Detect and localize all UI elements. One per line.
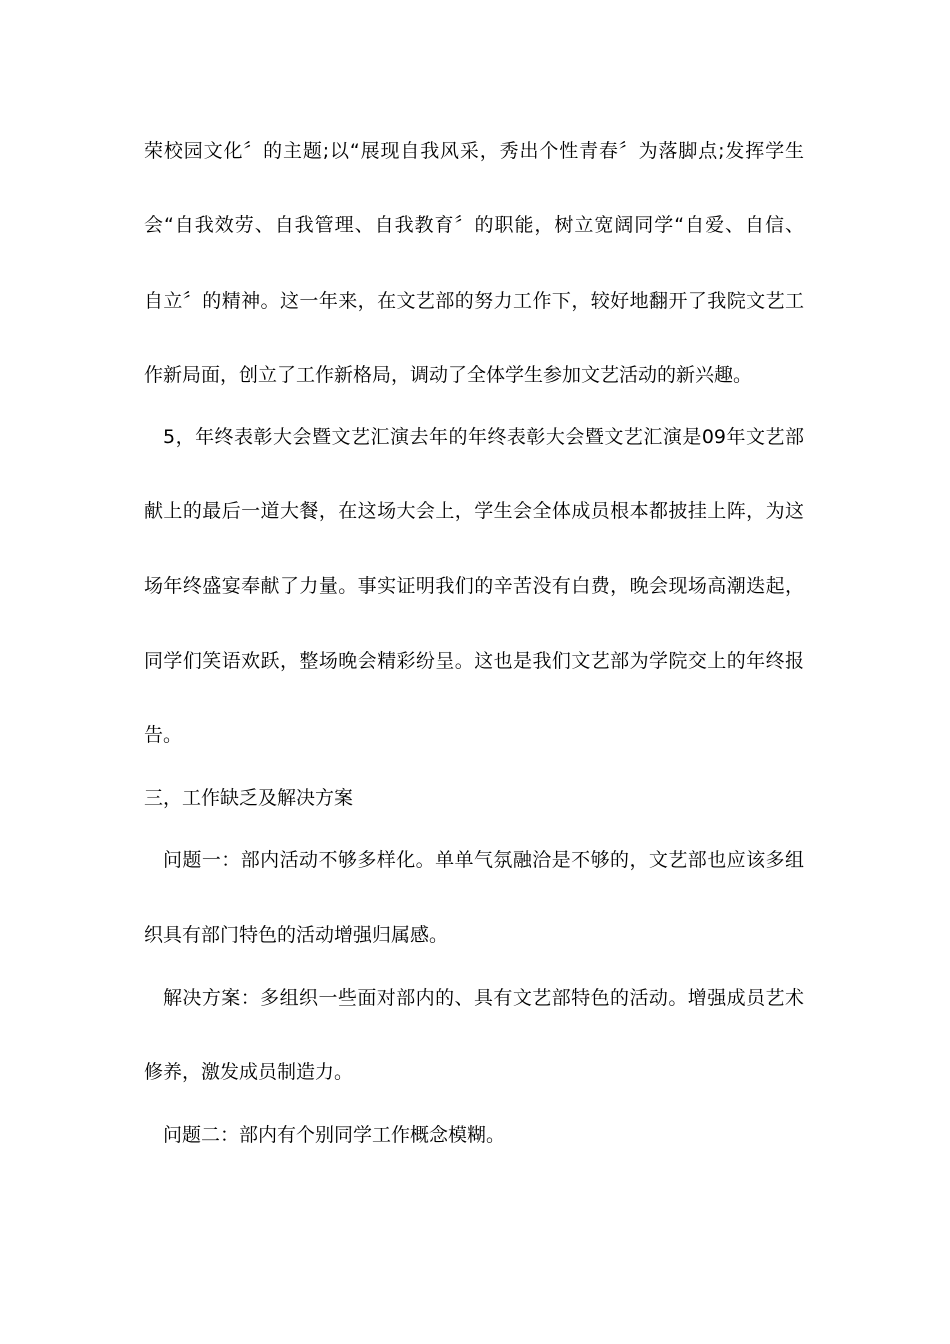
paragraph-line: 织具有部门特色的活动增强归属感。 bbox=[144, 924, 449, 946]
paragraph-line: 修养，激发成员制造力。 bbox=[144, 1061, 354, 1083]
paragraph-line: 场年终盛宴奉献了力量。事实证明我们的辛苦没有白费，晚会现场高潮迭起， bbox=[144, 575, 804, 597]
paragraph-line: 作新局面，创立了工作新格局，调动了全体学生参加文艺活动的新兴趣。 bbox=[144, 364, 753, 386]
paragraph-line: 献上的最后一道大餐，在这场大会上，学生会全体成员根本都披挂上阵，为这 bbox=[144, 500, 804, 522]
paragraph-line: 解决方案：多组织一些面对部内的、具有文艺部特色的活动。增强成员艺术 bbox=[163, 987, 804, 1009]
paragraph-line: 会“自我效劳、自我管理、自我教育〞的职能，树立宽阔同学“自爱、自信、 bbox=[144, 214, 804, 236]
paragraph-line: 问题二：部内有个别同学工作概念模糊。 bbox=[163, 1124, 506, 1146]
paragraph-line: 荣校园文化〞的主题;以“展现自我风采，秀出个性青春〞为落脚点;发挥学生 bbox=[144, 140, 804, 162]
paragraph-line: 告。 bbox=[144, 724, 183, 746]
paragraph-line: 同学们笑语欢跃，整场晚会精彩纷呈。这也是我们文艺部为学院交上的年终报 bbox=[144, 650, 804, 672]
paragraph-line: 5，年终表彰大会暨文艺汇演去年的年终表彰大会暨文艺汇演是09年文艺部 bbox=[163, 426, 804, 448]
section-heading: 三，工作缺乏及解决方案 bbox=[144, 787, 354, 809]
paragraph-line: 自立〞的精神。这一年来，在文艺部的努力工作下，较好地翻开了我院文艺工 bbox=[144, 290, 804, 312]
paragraph-line: 问题一：部内活动不够多样化。单单气氛融洽是不够的，文艺部也应该多组 bbox=[163, 849, 804, 871]
